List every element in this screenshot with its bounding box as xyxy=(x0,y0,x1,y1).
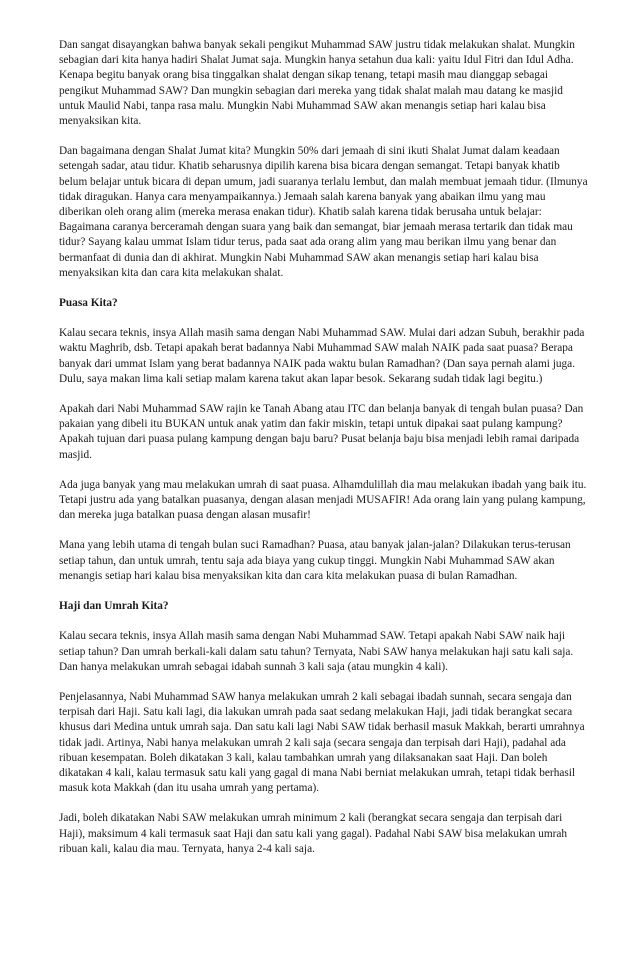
paragraph-puasa-ramadhan: Mana yang lebih utama di tengah bulan suci Ramadhan? Puasa, atau banyak jalan-jalan? Dilakukan terus-terusan setiap tahun, dan untuk umrah, tentu saja ada biaya yang cukup tinggi. Mungkin Nabi Muhammad SAW akan menangis setiap hari kalau bisa menyaksikan kita dan cara kita melakukan puasa di bulan Ramadhan. xyxy=(59,539,571,582)
paragraph-puasa-belanja: Apakah dari Nabi Muhammad SAW rajin ke Tanah Abang atau ITC dan belanja banyak di tengah bulan puasa? Dan pakaian yang dibeli itu BUKAN untuk anak yatim dan fakir miskin, tetapi untuk dipakai saat pulang kampung? Apakah tujuan dari puasa pulang kampung dengan baju baru? Pusat belanja baju bisa menjadi lebih ramai daripada masjid. xyxy=(59,403,584,461)
paragraph-umrah-kesimpulan: Jadi, boleh dikatakan Nabi SAW melakukan umrah minimum 2 kali (berangkat secara sengaja dan terpisah dari Haji), maksimum 4 kali termasuk saat Haji dan satu kali yang gagal). Padahal Nabi SAW bisa melakukan umrah ribuan kali, kalau dia mau. Ternyata, hanya 2-4 kali saja. xyxy=(59,812,568,855)
paragraph-shalat-neglect: Dan sangat disayangkan bahwa banyak sekali pengikut Muhammad SAW justru tidak melakukan shalat. Mungkin sebagian dari kita hanya hadiri Shalat Jumat saja. Mungkin hanya setahun dua kali: yaitu Idul Fitri dan Idul Adha. Kenapa begitu banyak orang bisa tinggalkan shalat dengan sikap tenang, tetapi masih mau dianggap sebagai pengikut Muhammad SAW? Dan mungkin sebagian dari mereka yang tidak shalat malah mau datang ke masjid untuk Maulid Nabi, tanpa rasa malu. Mungkin Nabi Muhammad SAW akan menangis setiap hari kalau bisa menyaksikan kita. xyxy=(59,39,575,128)
document-page xyxy=(59,38,589,872)
paragraph-shalat-jumat: Dan bagaimana dengan Shalat Jumat kita? Mungkin 50% dari jemaah di sini ikuti Shalat Jumat dalam keadaan setengah sadar, atau tidur. Khatib seharusnya dipilih karena bisa bicara dengan semangat. Tetapi banyak khatib belum belajar untuk bicara di depan umum, jadi suaranya terlalu lembut, dan malah membuat jemaah tidur. (Ilmunya tidak diragukan. Hanya cara menyampaikannya.) Jemaah salah karena banyak yang abaikan ilmu yang mau diberikan oleh orang alim (mereka merasa enakan tidur). Khatib salah karena tidak berusaha untuk belajar: Bagaimana caranya berceramah dengan suara yang baik dan semangat, biar jemaah merasa tertarik dan tidak mau tidur? Sayang kalau ummat Islam tidur terus, pada saat ada orang alim yang mau berikan ilmu yang benar dan bermanfaat di dunia dan di akhirat. Mungkin Nabi Muhammad SAW akan menangis setiap hari kalau bisa menyaksikan kita dan cara kita melakukan shalat. xyxy=(59,145,588,279)
paragraph-haji-teknis: Kalau secara teknis, insya Allah masih sama dengan Nabi Muhammad SAW. Tetapi apakah Nabi SAW naik haji setiap tahun? Dan umrah berkali-kali dalam satu tahun? Ternyata, Nabi SAW hanya melakukan haji satu kali saja. Dan hanya melakukan umrah sebagai idabah sunnah 3 kali saja (atau mungkin 4 kali). xyxy=(59,630,574,673)
paragraph-umrah-penjelasan: Penjelasannya, Nabi Muhammad SAW hanya melakukan umrah 2 kali sebagai ibadah sunnah, secara sengaja dan terpisah dari Haji. Satu kali lagi, dia lakukan umrah pada saat sedang melakukan Haji, jadi tidak berangkat secara khusus dari Medina untuk umrah saja. Dan satu kali lagi Nabi SAW tidak berhasil masuk Makkah, berarti umrahnya tidak jadi. Artinya, Nabi hanya melakukan umrah 2 kali saja (secara sengaja dan terpisah dari Haji), padahal ada ribuan kesempatan. Boleh dikatakan 3 kali, kalau tambahkan umrah yang dilaksanakan saat Haji. Dan boleh dikatakan 4 kali, kalau termasuk satu kali yang gagal di mana Nabi berniat melakukan umrah, tetapi tidak berhasil masuk kota Makkah (dan itu usaha umrah yang pertama). xyxy=(59,690,585,795)
heading-haji-umrah: Haji dan Umrah Kita? xyxy=(59,600,169,613)
heading-puasa: Puasa Kita? xyxy=(59,297,118,310)
paragraph-puasa-umrah: Ada juga banyak yang mau melakukan umrah di saat puasa. Alhamdulillah dia mau melakukan ibadah yang baik itu. Tetapi justru ada yang batalkan puasanya, dengan alasan menjadi MUSAFIR! Ada orang lain yang pulang kampung, dan mereka juga batalkan puasa dengan alasan musafir! xyxy=(59,478,587,522)
paragraph-puasa-teknis: Kalau secara teknis, insya Allah masih sama dengan Nabi Muhammad SAW. Mulai dari adzan Subuh, berakhir pada waktu Maghrib, dsb. Tetapi apakah berat badannya Nabi Muhammad SAW malah NAIK pada saat puasa? Berapa banyak dari ummat Islam yang berat badannya NAIK pada waktu bulan Ramadhan? (Dan saya pernah alami juga. Dulu, saya makan lima kali setiap malam karena takut akan lapar besok. Sekarang sudah tidak lagi begitu.) xyxy=(59,327,585,385)
